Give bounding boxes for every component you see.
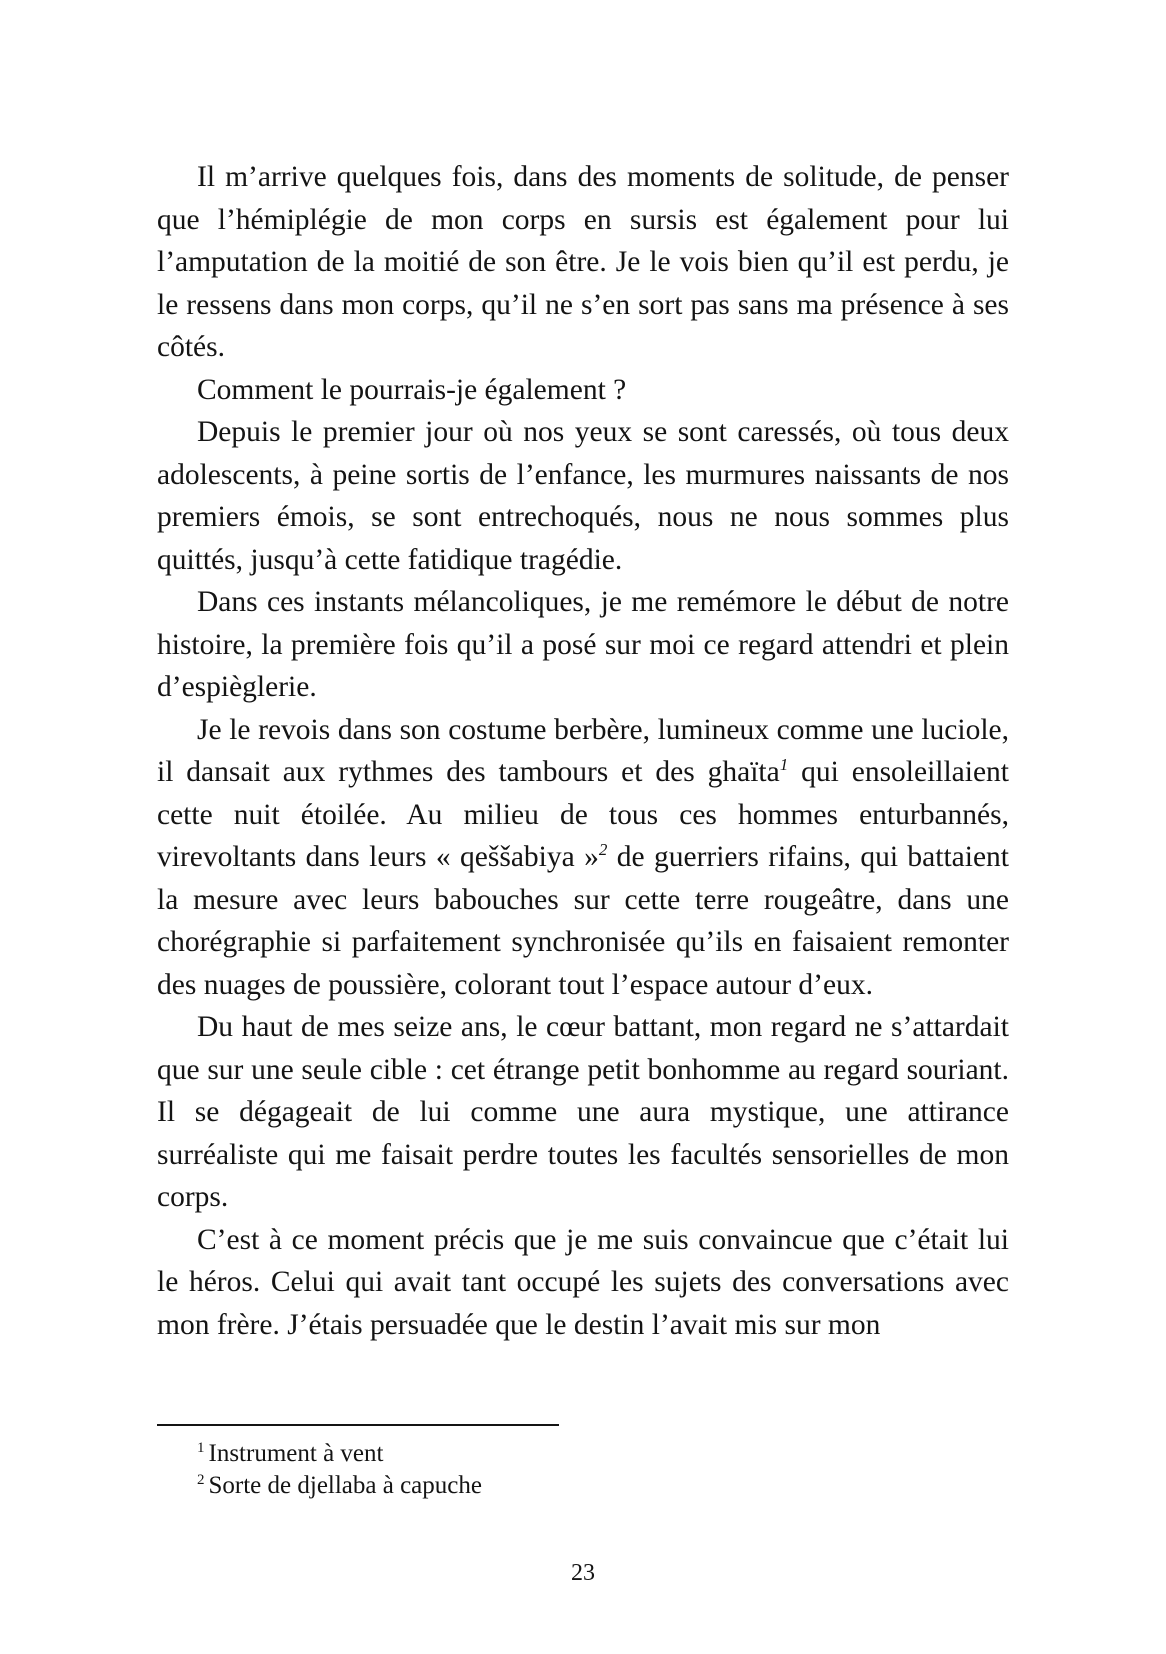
footnote-separator xyxy=(157,1424,559,1426)
paragraph: Du haut de mes seize ans, le cœur battant, mon regard ne s’attardait que sur une seule cible : cet étrange petit bonhomme au regard souriant. Il se dégageait de lui comme une aura mystique, une attirance surréaliste qui me faisait perdre toutes les facultés sensorielles de mon corps. xyxy=(157,1011,1009,1213)
paragraph: C’est à ce moment précis que je me suis convaincue que c’était lui le héros. Celui qui avait tant occupé les sujets des conversations avec mon frère. J’étais persuadée que le destin l’avait mis sur mon xyxy=(157,1223,1009,1341)
footnote-ref-1: 1 xyxy=(779,755,789,775)
paragraph: Il m’arrive quelques fois, dans des moments de solitude, de penser que l’hémiplégie de mon corps en sursis est également pour lui l’amputation de la moitié de son être. Je le vois bien qu’il est perdu, je le ressens dans mon corps, qu’il ne s’en sort pas sans ma présence à ses côtés. xyxy=(157,161,1009,363)
footnote-text: Instrument à vent xyxy=(208,1440,384,1467)
footnote-ref-2: 2 xyxy=(598,840,608,860)
paragraph-part: de guerriers rifains, qui battaient la mesure avec leurs babouches sur cette terre rougeâtre, dans une chorégraphie si parfaitement synchronisée qu’ils en faisaient remonter des nuages de poussière, colorant tout l’espace autour d’eux. xyxy=(157,841,1009,1001)
paragraph-part: qui ensoleillaient cette nuit étoilée. Au milieu de tous ces hommes enturbannés, virevoltants dans leurs « qeššabiya » xyxy=(157,756,1010,873)
paragraph: Comment le pourrais-je également ? xyxy=(197,373,627,406)
page-number: 23 xyxy=(571,1560,595,1586)
main-text xyxy=(157,156,1009,1346)
footnote-number: 2 xyxy=(197,1471,205,1488)
footnotes xyxy=(197,1438,897,1502)
footnote-text: Sorte de djellaba à capuche xyxy=(208,1472,482,1499)
paragraph-part: Je le revois dans son costume berbère, lumineux comme une luciole, il dansait aux rythmes des tambours et des ghaïta xyxy=(157,713,1009,788)
footnote-number: 1 xyxy=(197,1439,205,1456)
paragraph: Dans ces instants mélancoliques, je me remémore le début de notre histoire, la première fois qu’il a posé sur moi ce regard attendri et plein d’espièglerie. xyxy=(157,586,1009,703)
footnote-1 xyxy=(197,1438,897,1470)
paragraph: Depuis le premier jour où nos yeux se sont caressés, où tous deux adolescents, à peine sortis de l’enfance, les murmures naissants de nos premiers émois, se sont entrechoqués, nous ne nous sommes plus quittés, jusqu’à cette fatidique tragédie. xyxy=(157,416,1009,576)
paragraph-with-footnotes xyxy=(157,709,1009,1007)
footnote-2 xyxy=(197,1470,897,1502)
